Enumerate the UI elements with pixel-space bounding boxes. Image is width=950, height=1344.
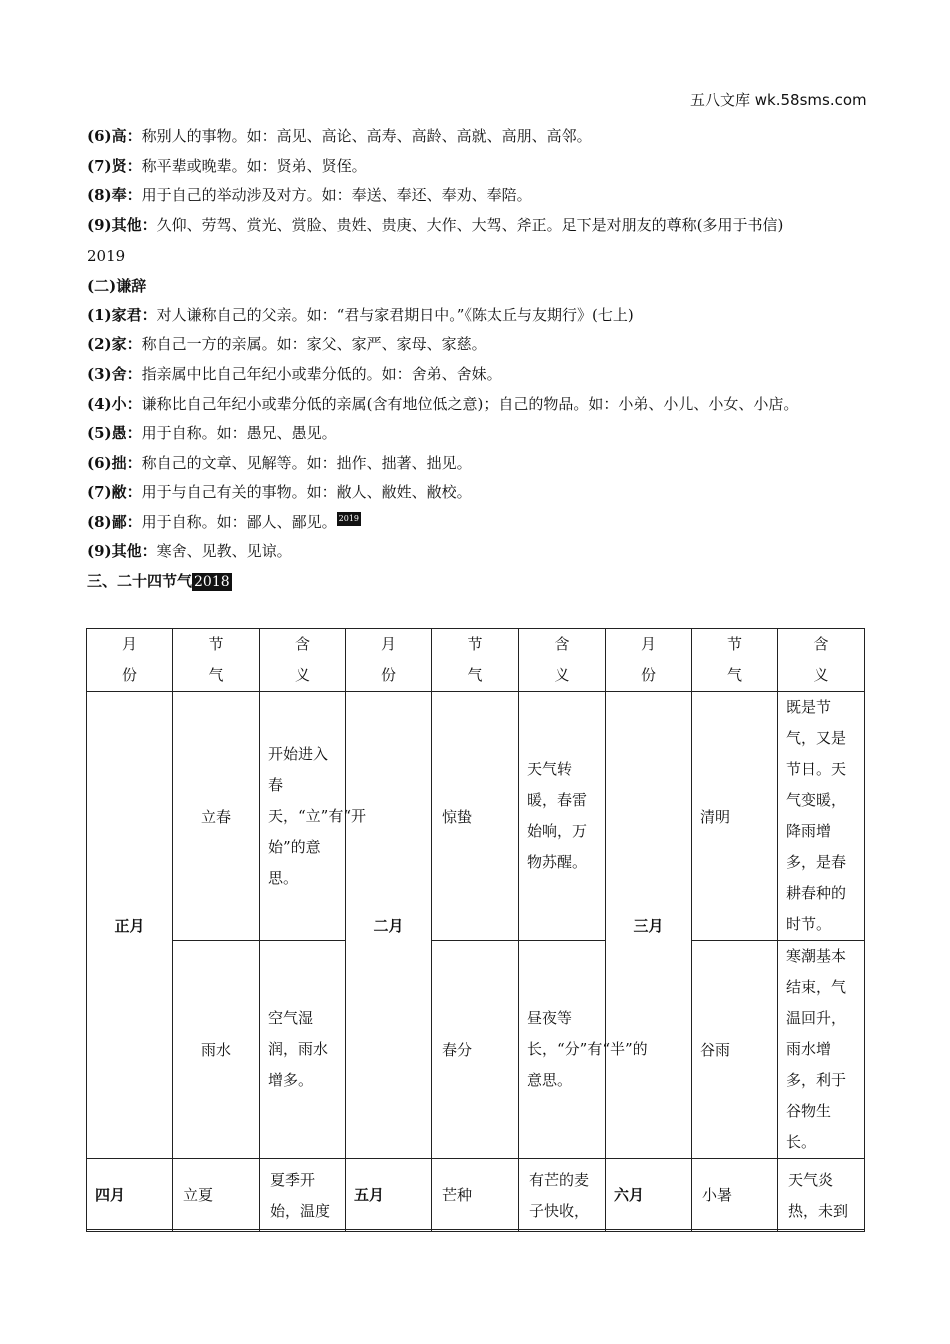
term-cell: 立春 xyxy=(173,692,260,941)
honorific-item: (9)其他：久仰、劳驾、赏光、赏脸、贵姓、贵庚、大作、大驾、斧正。足下是对朋友的尊称(多用于书信) xyxy=(87,216,784,234)
humble-item: (4)小：谦称比自己年纪小或辈分低的亲属(含有地位低之意)；自己的物品。如：小弟、小儿、小女、小店。 xyxy=(87,395,799,413)
meaning-cell: 开始进入春天，“立”有“开始”的意思。 xyxy=(260,692,346,941)
honorific-item: (6)高：称别人的事物。如：高见、高论、高寿、高龄、高就、高朋、高邻。 xyxy=(87,127,592,145)
solar-terms-table xyxy=(86,628,865,1232)
humble-item: (9)其他：寒舍、见教、见谅。 xyxy=(87,542,292,560)
section-title: 三、二十四节气 2018 xyxy=(87,572,230,590)
term-cell: 惊蛰 xyxy=(432,692,519,941)
humble-item: (7)敝：用于与自己有关的事物。如：敝人、敝姓、敝校。 xyxy=(87,483,472,501)
table-row xyxy=(87,1159,865,1232)
meaning-cell: 有芒的麦子快收， xyxy=(519,1159,606,1232)
humble-item: (6)拙：称自己的文章、见解等。如：拙作、拙著、拙见。 xyxy=(87,454,472,472)
honorific-item: (7)贤：称平辈或晚辈。如：贤弟、贤侄。 xyxy=(87,157,367,175)
month-cell: 五月 xyxy=(346,1159,432,1232)
meaning-cell: 既是节气，又是节日。天气变暖，降雨增多，是春耕春种的时节。 xyxy=(778,692,865,941)
header-cell: 含 义 xyxy=(519,629,606,692)
month-cell: 四月 xyxy=(87,1159,173,1232)
meaning-cell: 空气湿润，雨水增多。 xyxy=(260,941,346,1159)
table-row xyxy=(87,941,865,1159)
header-cell: 含 义 xyxy=(778,629,865,692)
humble-item: (5)愚：用于自称。如：愚兄、愚见。 xyxy=(87,424,337,442)
month-cell: 二月 xyxy=(346,692,432,1159)
table-header-row xyxy=(87,629,865,692)
header-cell: 节 气 xyxy=(692,629,778,692)
term-cell: 芒种 xyxy=(432,1159,519,1232)
header-cell: 含 义 xyxy=(260,629,346,692)
humble-item: (8)鄙：用于自称。如：鄙人、鄙见。 2019 xyxy=(87,513,360,531)
meaning-cell: 昼夜等长，“分”有“半”的意思。 xyxy=(519,941,606,1159)
footer-rule xyxy=(86,1229,864,1230)
header-cell: 节 气 xyxy=(173,629,260,692)
header-cell: 月 份 xyxy=(346,629,432,692)
header-cell: 月 份 xyxy=(87,629,173,692)
term-cell: 小暑 xyxy=(692,1159,778,1232)
site-watermark: 五八文库 wk.58sms.com xyxy=(690,91,867,109)
month-cell: 六月 xyxy=(606,1159,692,1232)
year-badge: 2018 xyxy=(194,574,230,590)
meaning-cell: 夏季开始，温度 xyxy=(260,1159,346,1232)
honorific-item: (8)奉：用于自己的举动涉及对方。如：奉送、奉还、奉劝、奉陪。 xyxy=(87,186,532,204)
term-cell: 雨水 xyxy=(173,941,260,1159)
term-cell: 春分 xyxy=(432,941,519,1159)
meaning-cell: 天气炎热，未到 xyxy=(778,1159,865,1232)
month-cell: 三月 xyxy=(606,692,692,1159)
term-cell: 谷雨 xyxy=(692,941,778,1159)
term-cell: 清明 xyxy=(692,692,778,941)
year-badge: 2019 xyxy=(337,512,361,526)
table-row xyxy=(87,692,865,941)
meaning-cell: 寒潮基本结束，气温回升，雨水增多，利于谷物生长。 xyxy=(778,941,865,1159)
year-note: 2019 xyxy=(87,247,126,265)
humble-item: (3)舍：指亲属中比自己年纪小或辈分低的。如：舍弟、舍妹。 xyxy=(87,365,502,383)
header-cell: 月 份 xyxy=(606,629,692,692)
month-cell: 正月 xyxy=(87,692,173,1159)
humble-item: (1)家君：对人谦称自己的父亲。如：“君与家君期日中。”《陈太丘与友期行》(七上) xyxy=(87,306,634,324)
humble-item: (2)家：称自己一方的亲属。如：家父、家严、家母、家慈。 xyxy=(87,335,487,353)
meaning-cell: 天气转暖，春雷始响，万物苏醒。 xyxy=(519,692,606,941)
header-cell: 节 气 xyxy=(432,629,519,692)
humble-heading: (二)谦辞 xyxy=(87,277,147,295)
term-cell: 立夏 xyxy=(173,1159,260,1232)
